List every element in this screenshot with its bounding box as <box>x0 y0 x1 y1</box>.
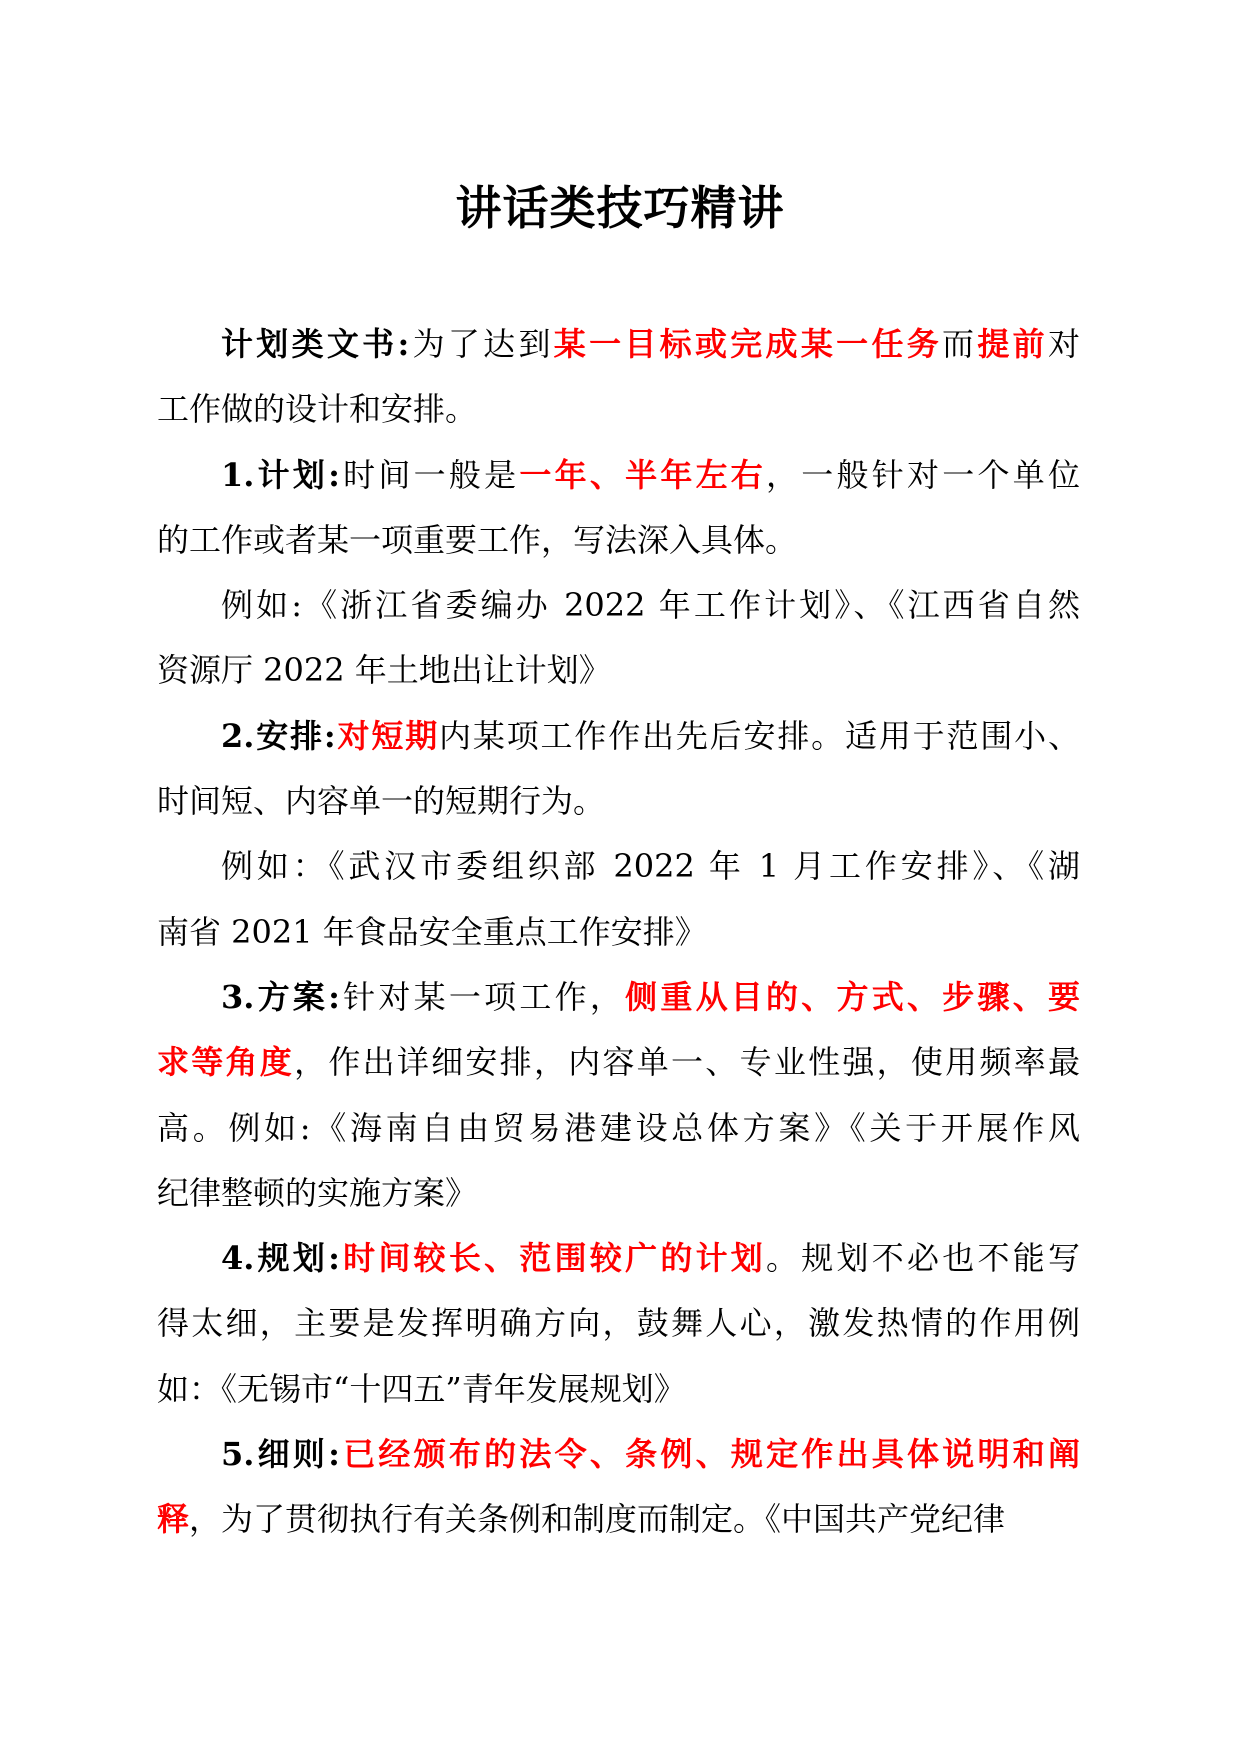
paragraph <box>157 312 1080 443</box>
document-body <box>157 312 1080 1553</box>
text-line <box>157 1357 1080 1422</box>
text-line <box>157 508 1080 573</box>
body-text: 。规划不必也不能写 <box>766 1239 1080 1278</box>
text-line <box>157 443 1080 508</box>
highlighted-text: 已经颁布的法令、条例、规定作出具体说明和阐 <box>339 1435 1080 1474</box>
body-text: 时间一般是 <box>339 455 520 494</box>
text-line <box>157 704 1080 769</box>
text-line <box>157 769 1080 834</box>
section-label: 2.安排: <box>221 716 336 755</box>
text-line <box>157 1161 1080 1226</box>
body-text: 时间短、内容单一的短期行为。 <box>157 782 606 821</box>
highlighted-text: 求等角度 <box>157 1043 295 1082</box>
text-line <box>157 638 1080 703</box>
body-text: ，一般针对一个单位 <box>766 455 1080 494</box>
body-text: 内某项工作作出先后安排。适用于范围小、 <box>439 716 1080 755</box>
section-label: 1.计划: <box>221 455 340 494</box>
body-text: 高。例如:《海南自由贸易港建设总体方案》《关于开展作风 <box>157 1108 1080 1147</box>
section-label: 4.规划: <box>221 1239 340 1278</box>
section-label: 3.方案: <box>221 977 340 1016</box>
text-line <box>157 1422 1080 1487</box>
body-text: 工作做的设计和安排。 <box>157 390 478 429</box>
text-line <box>157 1487 1080 1552</box>
text-line <box>157 834 1080 899</box>
text-line <box>157 965 1080 1030</box>
body-text: ，作出详细安排，内容单一、专业性强，使用频率最 <box>294 1043 1080 1082</box>
paragraph <box>157 573 1080 704</box>
body-text: 纪律整顿的实施方案》 <box>157 1173 478 1212</box>
text-line <box>157 1030 1080 1095</box>
body-text: 为了达到 <box>409 325 554 363</box>
body-text: 对 <box>1047 325 1080 363</box>
text-line <box>157 900 1080 965</box>
section-label: 5.细则: <box>221 1435 340 1474</box>
body-text: 的工作或者某一项重要工作，写法深入具体。 <box>157 520 798 559</box>
page-title: 讲话类技巧精讲 <box>455 181 785 235</box>
text-line <box>157 1096 1080 1161</box>
body-text: 例如:《浙江省委编办 2022 年工作计划》、《江西省自然 <box>221 586 1080 625</box>
paragraph <box>157 1422 1080 1553</box>
text-line <box>157 573 1080 638</box>
highlighted-text: 某一目标或完成某一任务 <box>553 325 943 363</box>
text-line <box>157 377 1080 442</box>
body-text: 得太细，主要是发挥明确方向，鼓舞人心，激发热情的作用例 <box>157 1304 1080 1343</box>
body-text: 如：《无锡市“十四五”青年发展规划》 <box>157 1369 686 1408</box>
highlighted-text: 释 <box>157 1500 190 1539</box>
highlighted-text: 时间较长、范围较广的计划 <box>339 1239 767 1278</box>
text-line <box>157 1291 1080 1356</box>
body-text: 而 <box>942 325 978 363</box>
paragraph <box>157 834 1080 965</box>
text-line <box>157 1226 1080 1291</box>
section-label: 计划类文书: <box>221 325 410 363</box>
highlighted-text: 对短期 <box>335 716 440 755</box>
paragraph <box>157 1226 1080 1422</box>
body-text: 针对某一项工作， <box>339 977 626 1016</box>
paragraph <box>157 443 1080 574</box>
paragraph <box>157 704 1080 835</box>
body-text: 南省 2021 年食品安全重点工作安排》 <box>157 912 707 951</box>
text-line <box>157 312 1080 377</box>
paragraph <box>157 965 1080 1226</box>
highlighted-text: 提前 <box>977 325 1048 363</box>
body-text: ，为了贯彻执行有关条例和制度而制定。《中国共产党纪律 <box>189 1500 1006 1539</box>
body-text: 资源厅 2022 年土地出让计划》 <box>157 651 611 690</box>
body-text: 例如：《武汉市委组织部 2022 年 1 月工作安排》、《湖 <box>221 847 1080 886</box>
highlighted-text: 一年、半年左右 <box>519 455 767 494</box>
highlighted-text: 侧重从目的、方式、步骤、要 <box>625 977 1080 1016</box>
